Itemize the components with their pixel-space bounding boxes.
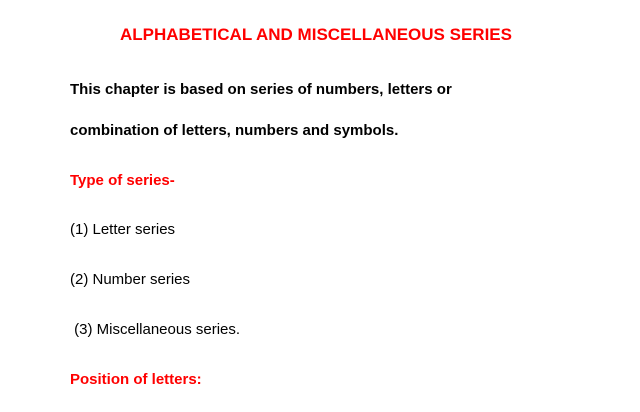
- series-type-number: (2) Number series: [70, 271, 191, 288]
- series-type-letter: (1) Letter series: [70, 221, 176, 238]
- position-of-letters-heading: Position of letters:: [70, 371, 202, 388]
- series-type-miscellaneous: (3) Miscellaneous series.: [70, 321, 241, 338]
- intro-line-2: combination of letters, numbers and symbols.: [70, 122, 399, 139]
- page-title: ALPHABETICAL AND MISCELLANEOUS SERIES: [120, 25, 512, 44]
- type-of-series-heading: Type of series-: [70, 172, 175, 189]
- intro-line-1: This chapter is based on series of numbers, letters or: [70, 81, 452, 98]
